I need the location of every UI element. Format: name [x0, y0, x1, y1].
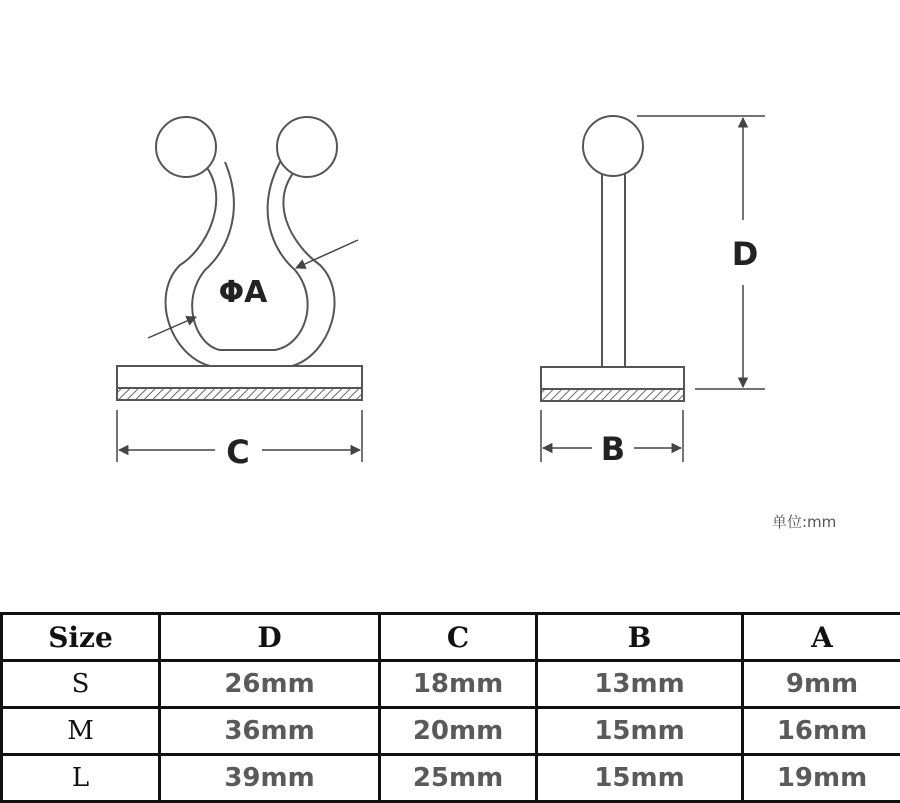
- header-d: D: [160, 614, 380, 661]
- table-header-row: [2, 614, 900, 661]
- header-a: A: [743, 614, 900, 661]
- side-knob: [583, 116, 643, 176]
- c-value: 20mm: [380, 708, 537, 755]
- front-base-plate: [117, 366, 362, 388]
- clip-right-knob: [277, 117, 337, 177]
- header-size: Size: [2, 614, 160, 661]
- clip-outer-outline: [166, 165, 335, 366]
- side-view: [541, 116, 684, 401]
- dimension-c-label: C: [226, 433, 249, 471]
- dimension-d-label: D: [732, 235, 759, 273]
- front-adhesive-layer: [117, 388, 362, 400]
- a-value: 9mm: [743, 661, 900, 708]
- size-table: [0, 612, 900, 803]
- clip-left-knob: [156, 117, 216, 177]
- header-b: B: [537, 614, 743, 661]
- front-view: [117, 117, 362, 400]
- d-value: 36mm: [160, 708, 380, 755]
- b-value: 15mm: [537, 708, 743, 755]
- clip-inner-outline: [192, 162, 307, 350]
- size-cell: S: [2, 661, 160, 708]
- dimension-b-label: B: [601, 430, 625, 468]
- a-value: 19mm: [743, 755, 900, 802]
- table-row: [2, 755, 900, 802]
- unit-note: 单位:mm: [772, 511, 836, 532]
- a-value: 16mm: [743, 708, 900, 755]
- side-base-plate: [541, 367, 684, 389]
- c-value: 25mm: [380, 755, 537, 802]
- d-value: 39mm: [160, 755, 380, 802]
- size-cell: L: [2, 755, 160, 802]
- size-cell: M: [2, 708, 160, 755]
- b-value: 13mm: [537, 661, 743, 708]
- header-c: C: [380, 614, 537, 661]
- side-stem: [602, 170, 625, 367]
- b-value: 15mm: [537, 755, 743, 802]
- c-value: 18mm: [380, 661, 537, 708]
- d-value: 26mm: [160, 661, 380, 708]
- table-row: [2, 708, 900, 755]
- table-row: [2, 661, 900, 708]
- diameter-label: ΦA: [219, 275, 269, 310]
- side-adhesive-layer: [541, 389, 684, 401]
